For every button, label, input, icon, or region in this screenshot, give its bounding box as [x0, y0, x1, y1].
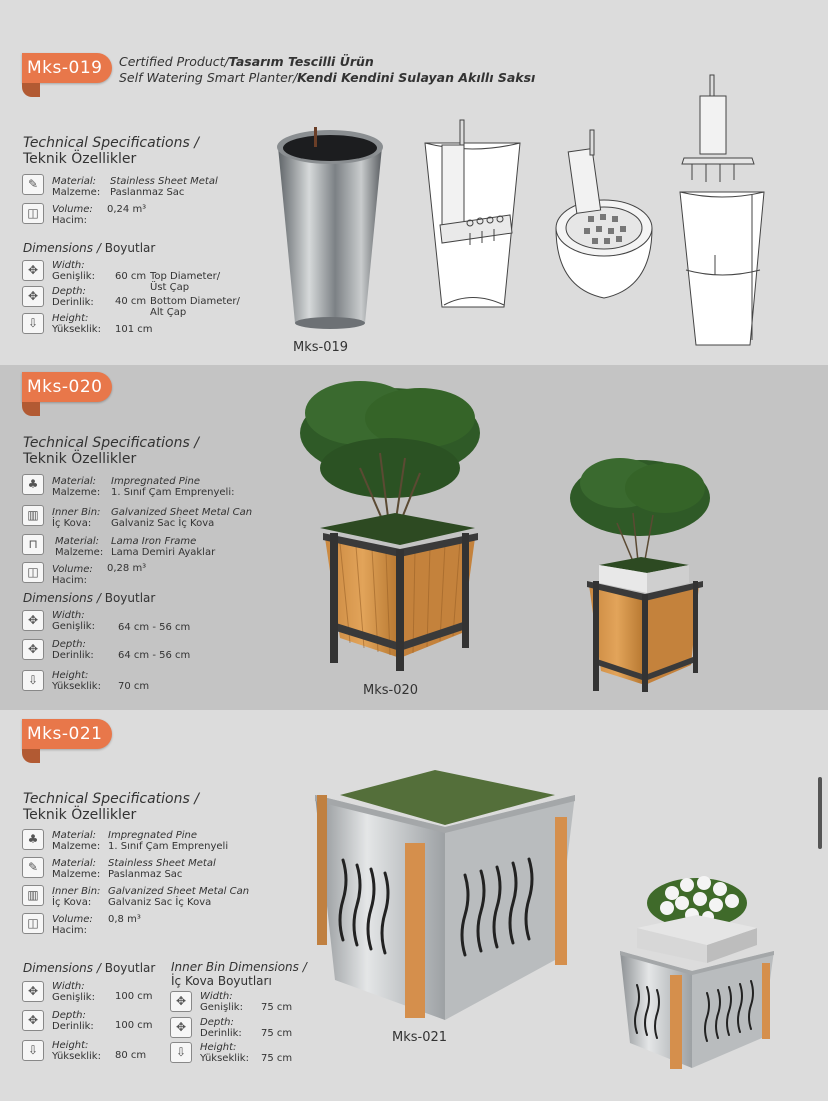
smart-planter-line — [119, 70, 535, 86]
volume-label-tr: Hacim: — [52, 215, 88, 226]
tech-spec-title — [23, 791, 199, 823]
material-label-tr: Malzeme: — [52, 187, 101, 198]
tech-spec-tr: Teknik Özellikler — [23, 807, 137, 823]
height-icon: ⇩ — [170, 1042, 192, 1063]
volume-label-en: Volume: — [52, 204, 93, 215]
product-code-badge: Mks-020 — [22, 372, 112, 402]
tech-spec-en: Technical Specifications / — [23, 135, 199, 151]
frame-value-en: Lama Iron Frame — [111, 536, 197, 547]
product-section-mks021 — [0, 710, 828, 1101]
width-label-tr: Genişlik: — [52, 992, 95, 1003]
material-value-en: Stainless Sheet Metal — [108, 858, 216, 869]
material-value-en: Impregnated Pine — [108, 830, 198, 841]
width-label-en: Width: — [52, 981, 85, 992]
tech-spec-title — [23, 435, 199, 467]
height-value: 101 cm — [115, 324, 153, 335]
volume-label-tr: Hacim: — [52, 575, 88, 586]
pine-icon: ♣ — [22, 829, 44, 850]
bin-label-en: Inner Bin: — [52, 886, 101, 897]
planter-mks019-image — [270, 125, 390, 330]
planter-mks020-small-image — [565, 453, 715, 693]
depth-icon: ✥ — [22, 286, 44, 307]
bin-label-en: Inner Bin: — [52, 507, 101, 518]
dims-en: Dimensions / — [23, 591, 101, 605]
width-value: 100 cm — [115, 991, 153, 1002]
width-value: 60 cm — [115, 271, 147, 282]
bin-label-tr: İç Kova: — [52, 897, 92, 908]
planter-mks020-large-image — [290, 373, 500, 673]
depth-label-en: Depth: — [52, 286, 86, 297]
material-value-tr: Paslanmaz Sac — [108, 869, 183, 880]
smart-tr: Kendi Kendini Sulayan Akıllı Saksı — [297, 70, 536, 85]
dims-en: Dimensions / — [23, 961, 101, 975]
width-icon: ✥ — [22, 260, 44, 281]
depth-icon: ✥ — [22, 639, 44, 660]
inner-width-label-en: Width: — [200, 991, 233, 1002]
material-label-en: Material: — [52, 830, 96, 841]
frame-value-tr: Lama Demiri Ayaklar — [111, 547, 216, 558]
frame-label-tr: Malzeme: — [55, 547, 104, 558]
volume-value: 0,28 m³ — [107, 563, 147, 574]
material-label-tr: Malzeme: — [52, 841, 101, 852]
width-label-en: Width: — [52, 610, 85, 621]
tech-spec-tr: Teknik Özellikler — [23, 451, 137, 467]
depth-label-tr: Derinlik: — [52, 650, 94, 661]
width-label-en: Width: — [52, 260, 85, 271]
certified-tr: Tasarım Tescilli Ürün — [228, 54, 374, 69]
dims-tr: Boyutlar — [104, 241, 156, 255]
height-label-tr: Yükseklik: — [52, 1051, 101, 1062]
material-icon: ✎ — [22, 174, 44, 195]
scrollbar-thumb[interactable] — [818, 777, 822, 849]
depth-value: 40 cm — [115, 296, 147, 307]
material-label-tr: Malzeme: — [52, 869, 101, 880]
certified-line — [119, 54, 374, 70]
depth-value: 64 cm - 56 cm — [118, 650, 191, 661]
inner-dims-en: Inner Bin Dimensions / — [171, 960, 307, 974]
width-desc-en: Top Diameter/ — [150, 271, 221, 282]
material-icon: ✎ — [22, 857, 44, 878]
dimensions-heading — [23, 241, 155, 255]
material-label-en: Material: — [52, 176, 96, 187]
product-caption: Mks-019 — [293, 340, 349, 355]
width-icon: ✥ — [22, 981, 44, 1002]
height-label-tr: Yükseklik: — [52, 324, 101, 335]
depth-label-tr: Derinlik: — [52, 297, 94, 308]
height-label-tr: Yükseklik: — [52, 681, 101, 692]
inner-bin-dimensions-heading — [171, 960, 307, 988]
width-icon: ✥ — [22, 610, 44, 631]
inner-width-value: 75 cm — [261, 1002, 293, 1013]
product-caption: Mks-020 — [363, 683, 419, 698]
product-section-mks019 — [0, 0, 828, 365]
material-value-en: Impregnated Pine — [111, 476, 201, 487]
depth-desc-en: Bottom Diameter/ — [150, 296, 240, 307]
dimensions-heading — [23, 961, 155, 975]
inner-dims-tr: İç Kova Boyutları — [171, 974, 272, 988]
inner-height-value: 75 cm — [261, 1053, 293, 1064]
frame-label-en: Material: — [55, 536, 99, 547]
width-icon: ✥ — [170, 991, 192, 1012]
material-label-tr: Malzeme: — [52, 487, 101, 498]
depth-icon: ✥ — [22, 1010, 44, 1031]
inner-depth-value: 75 cm — [261, 1028, 293, 1039]
dims-tr: Boyutlar — [104, 591, 156, 605]
depth-icon: ✥ — [170, 1017, 192, 1038]
volume-value: 0,24 m³ — [107, 204, 147, 215]
height-icon: ⇩ — [22, 313, 44, 334]
inner-width-label-tr: Genişlik: — [200, 1002, 243, 1013]
product-caption: Mks-021 — [392, 1030, 448, 1045]
dims-tr: Boyutlar — [104, 961, 156, 975]
volume-value: 0,8 m³ — [108, 914, 141, 925]
dims-en: Dimensions / — [23, 241, 101, 255]
tech-spec-title — [23, 135, 199, 167]
height-value: 70 cm — [118, 681, 150, 692]
planter-mks021-large-image — [305, 765, 585, 1027]
bin-value-tr: Galvaniz Sac İç Kova — [111, 518, 215, 529]
height-value: 80 cm — [115, 1050, 147, 1061]
inner-height-label-en: Height: — [200, 1042, 237, 1053]
width-value: 64 cm - 56 cm — [118, 622, 191, 633]
height-icon: ⇩ — [22, 670, 44, 691]
volume-label-en: Volume: — [52, 564, 93, 575]
product-code-badge: Mks-021 — [22, 719, 112, 749]
depth-desc-tr: Alt Çap — [150, 307, 187, 318]
volume-icon: ◫ — [22, 562, 44, 583]
cutaway-drawing-1 — [420, 115, 530, 315]
certified-en: Certified Product/ — [119, 54, 229, 69]
volume-label-tr: Hacim: — [52, 925, 88, 936]
height-label-en: Height: — [52, 313, 89, 324]
tech-spec-en: Technical Specifications / — [23, 435, 199, 451]
depth-label-en: Depth: — [52, 639, 86, 650]
height-icon: ⇩ — [22, 1040, 44, 1061]
material-value-tr: 1. Sınıf Çam Emprenyeli — [108, 841, 229, 852]
dimensions-heading — [23, 591, 155, 605]
width-label-tr: Genişlik: — [52, 621, 95, 632]
material-label-en: Material: — [52, 476, 96, 487]
inner-depth-label-tr: Derinlik: — [200, 1028, 242, 1039]
product-section-mks020 — [0, 365, 828, 710]
bin-value-en: Galvanized Sheet Metal Can — [111, 507, 253, 518]
inner-height-label-tr: Yükseklik: — [200, 1053, 249, 1064]
pine-icon: ♣ — [22, 474, 44, 495]
product-code-badge: Mks-019 — [22, 53, 112, 83]
tech-spec-tr: Teknik Özellikler — [23, 151, 137, 167]
frame-icon: ⊓ — [22, 534, 44, 555]
material-value-en: Stainless Sheet Metal — [110, 176, 218, 187]
volume-icon: ◫ — [22, 913, 44, 934]
depth-label-en: Depth: — [52, 1010, 86, 1021]
material-value-tr: 1. Sınıf Çam Emprenyeli: — [111, 487, 235, 498]
cutaway-drawing-2 — [548, 128, 660, 303]
volume-icon: ◫ — [22, 203, 44, 224]
bin-value-tr: Galvaniz Sac İç Kova — [108, 897, 212, 908]
cutaway-drawing-3 — [672, 70, 772, 350]
width-desc-tr: Üst Çap — [150, 282, 190, 293]
bin-icon: ▥ — [22, 885, 44, 906]
inner-depth-label-en: Depth: — [200, 1017, 234, 1028]
volume-label-en: Volume: — [52, 914, 93, 925]
depth-value: 100 cm — [115, 1020, 153, 1031]
smart-en: Self Watering Smart Planter/ — [119, 70, 298, 85]
width-label-tr: Genişlik: — [52, 271, 95, 282]
planter-mks021-small-image — [612, 873, 780, 1071]
bin-label-tr: İç Kova: — [52, 518, 92, 529]
height-label-en: Height: — [52, 670, 89, 681]
material-label-en: Material: — [52, 858, 96, 869]
material-value-tr: Paslanmaz Sac — [110, 187, 185, 198]
height-label-en: Height: — [52, 1040, 89, 1051]
bin-icon: ▥ — [22, 505, 44, 526]
depth-label-tr: Derinlik: — [52, 1021, 94, 1032]
tech-spec-en: Technical Specifications / — [23, 791, 199, 807]
bin-value-en: Galvanized Sheet Metal Can — [108, 886, 250, 897]
